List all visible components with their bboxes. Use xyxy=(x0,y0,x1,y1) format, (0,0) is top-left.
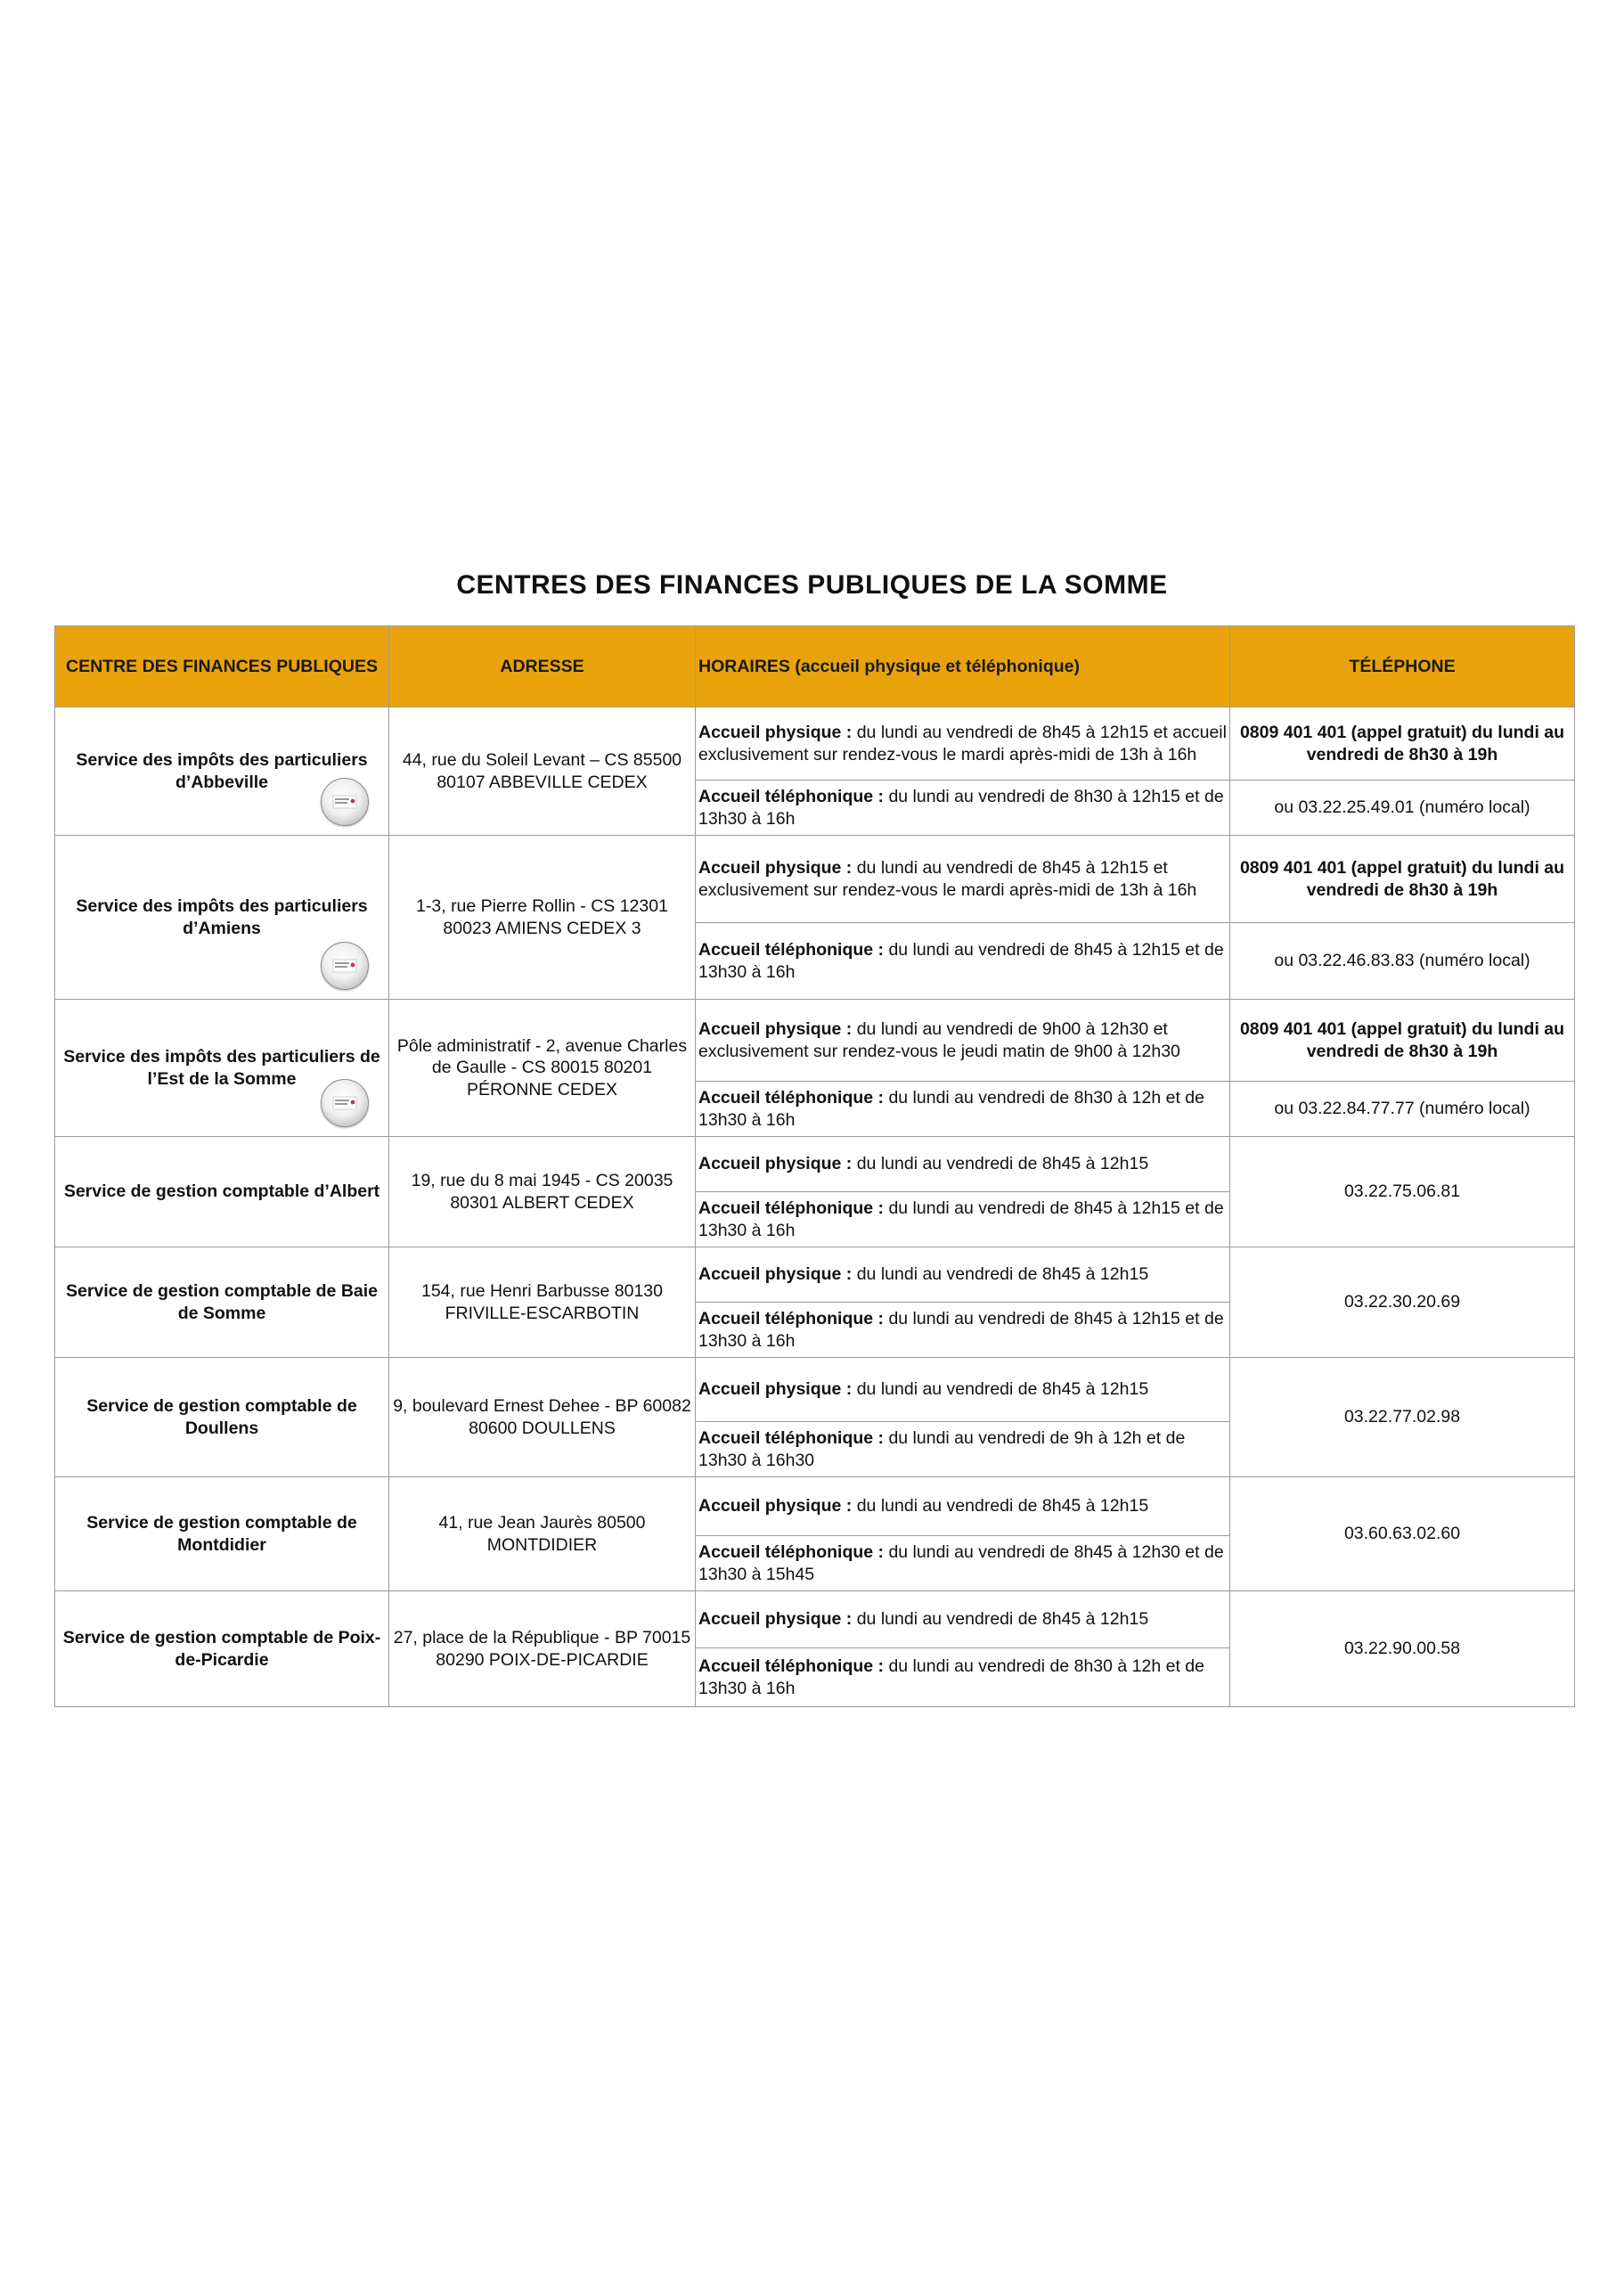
accueil-telephonique xyxy=(696,923,1230,1000)
table-row xyxy=(55,1591,1575,1648)
centre-address: Pôle administratif - 2, avenue Charles de Gaulle - CS 80015 80201 PÉRONNE CEDEX xyxy=(389,1000,696,1137)
telephone-number: 03.22.30.20.69 xyxy=(1230,1247,1575,1358)
centre-name xyxy=(55,836,389,1000)
accueil-telephonique-hours: du lundi au vendredi de 8h45 à 12h15 et de 13h30 à 16h xyxy=(698,1309,1224,1351)
accueil-telephonique-label: Accueil téléphonique : xyxy=(698,1656,885,1677)
accueil-telephonique-hours: du lundi au vendredi de 8h45 à 12h15 et de 13h30 à 16h xyxy=(698,1198,1224,1240)
centre-address: 44, rue du Soleil Levant – CS 85500 80107 ABBEVILLE CEDEX xyxy=(389,707,696,836)
accueil-physique-hours: du lundi au vendredi de 8h45 à 12h15 et accueil exclusivement sur rendez-vous le mardi après-midi de 13h à 16h xyxy=(698,723,1227,764)
accueil-physique-hours: du lundi au vendredi de 8h45 à 12h15 et exclusivement sur rendez-vous le mardi après-midi de 13h à 16h xyxy=(698,858,1197,900)
telephone-free-number: 0809 401 401 (appel gratuit) du lundi au vendredi de 8h30 à 19h xyxy=(1239,858,1565,900)
accueil-telephonique-hours: du lundi au vendredi de 8h30 à 12h et de 13h30 à 16h xyxy=(698,1088,1204,1130)
accueil-telephonique-hours: du lundi au vendredi de 8h45 à 12h15 et de 13h30 à 16h xyxy=(698,940,1224,982)
finances-table xyxy=(54,625,1575,1707)
accueil-telephonique xyxy=(696,1082,1230,1137)
accueil-physique-label: Accueil physique : xyxy=(698,723,853,743)
centre-name: Service de gestion comptable de Montdidier xyxy=(55,1477,389,1591)
centre-name-text: Service des impôts des particuliers de l’Est de la Somme xyxy=(63,1047,380,1089)
accueil-physique xyxy=(696,707,1230,781)
accueil-physique xyxy=(696,836,1230,923)
accueil-physique xyxy=(696,1247,1230,1303)
accueil-telephonique xyxy=(696,1422,1230,1477)
telephone-main xyxy=(1230,707,1575,781)
accueil-physique-label: Accueil physique : xyxy=(698,1019,853,1040)
centre-address: 1-3, rue Pierre Rollin - CS 12301 80023 AMIENS CEDEX 3 xyxy=(389,836,696,1000)
table-row xyxy=(55,1137,1575,1192)
accueil-physique-label: Accueil physique : xyxy=(698,1609,853,1630)
accueil-telephonique-hours: du lundi au vendredi de 8h30 à 12h et de 13h30 à 16h xyxy=(698,1656,1204,1698)
telephone-number: 03.22.77.02.98 xyxy=(1230,1358,1575,1477)
telephone-number: 03.22.75.06.81 xyxy=(1230,1137,1575,1247)
table-row xyxy=(55,1358,1575,1422)
centre-name: Service de gestion comptable de Doullens xyxy=(55,1358,389,1477)
accueil-physique-hours: du lundi au vendredi de 8h45 à 12h15 xyxy=(852,1496,1149,1517)
accueil-physique-label: Accueil physique : xyxy=(698,1379,853,1400)
accueil-telephonique-hours: du lundi au vendredi de 9h à 12h et de 13h30 à 16h30 xyxy=(698,1428,1186,1470)
centre-name-text: Service des impôts des particuliers d’Amiens xyxy=(76,896,368,938)
accueil-telephonique xyxy=(696,1192,1230,1247)
telephone-main xyxy=(1230,1000,1575,1082)
telephone-local: ou 03.22.84.77.77 (numéro local) xyxy=(1230,1082,1575,1137)
telephone-number: 03.22.90.00.58 xyxy=(1230,1591,1575,1707)
accueil-physique-label: Accueil physique : xyxy=(698,1496,853,1517)
table-row xyxy=(55,1247,1575,1303)
accueil-physique xyxy=(696,1358,1230,1422)
accueil-telephonique-label: Accueil téléphonique : xyxy=(698,1309,885,1329)
services-publics-badge-icon xyxy=(321,778,369,826)
accueil-physique-label: Accueil physique : xyxy=(698,1264,853,1285)
accueil-physique-hours: du lundi au vendredi de 8h45 à 12h15 xyxy=(852,1264,1149,1285)
centre-name: Service de gestion comptable de Poix-de-Picardie xyxy=(55,1591,389,1707)
centre-address: 27, place de la République - BP 70015 80290 POIX-DE-PICARDIE xyxy=(389,1591,696,1707)
centre-name-text: Service des impôts des particuliers d’Abbeville xyxy=(76,750,368,792)
accueil-physique-hours: du lundi au vendredi de 8h45 à 12h15 xyxy=(852,1609,1149,1630)
page-title: CENTRES DES FINANCES PUBLIQUES DE LA SOMME xyxy=(456,570,1168,600)
accueil-telephonique-label: Accueil téléphonique : xyxy=(698,1198,885,1219)
table-row xyxy=(55,707,1575,781)
accueil-physique-hours: du lundi au vendredi de 8h45 à 12h15 xyxy=(852,1379,1149,1400)
accueil-telephonique-hours: du lundi au vendredi de 8h45 à 12h30 et de 13h30 à 15h45 xyxy=(698,1542,1224,1584)
accueil-telephonique-label: Accueil téléphonique : xyxy=(698,787,885,807)
centre-name: Service de gestion comptable de Baie de Somme xyxy=(55,1247,389,1358)
accueil-physique xyxy=(696,1000,1230,1082)
centre-address: 9, boulevard Ernest Dehee - BP 60082 80600 DOULLENS xyxy=(389,1358,696,1477)
accueil-telephonique-label: Accueil téléphonique : xyxy=(698,940,885,961)
centre-name: Service de gestion comptable d’Albert xyxy=(55,1137,389,1247)
accueil-telephonique xyxy=(696,781,1230,836)
telephone-local: ou 03.22.25.49.01 (numéro local) xyxy=(1230,781,1575,836)
centre-name xyxy=(55,1000,389,1137)
accueil-physique-label: Accueil physique : xyxy=(698,858,853,879)
telephone-free-number: 0809 401 401 (appel gratuit) du lundi au vendredi de 8h30 à 19h xyxy=(1239,1019,1565,1061)
table-header-row xyxy=(55,626,1575,707)
accueil-telephonique xyxy=(696,1303,1230,1358)
accueil-telephonique xyxy=(696,1648,1230,1707)
telephone-number: 03.60.63.02.60 xyxy=(1230,1477,1575,1591)
accueil-physique xyxy=(696,1591,1230,1648)
accueil-physique-hours: du lundi au vendredi de 9h00 à 12h30 et exclusivement sur rendez-vous le jeudi matin de 9h00 à 12h30 xyxy=(698,1019,1180,1061)
centre-address: 154, rue Henri Barbusse 80130 FRIVILLE-ESCARBOTIN xyxy=(389,1247,696,1358)
accueil-physique xyxy=(696,1137,1230,1192)
header-centre: CENTRE DES FINANCES PUBLIQUES xyxy=(55,626,389,707)
accueil-physique xyxy=(696,1477,1230,1536)
telephone-main xyxy=(1230,836,1575,923)
accueil-telephonique-label: Accueil téléphonique : xyxy=(698,1542,885,1563)
table-row xyxy=(55,1000,1575,1082)
centre-name xyxy=(55,707,389,836)
centre-address: 41, rue Jean Jaurès 80500 MONTDIDIER xyxy=(389,1477,696,1591)
table-row xyxy=(55,836,1575,923)
accueil-telephonique-label: Accueil téléphonique : xyxy=(698,1428,885,1449)
centre-address: 19, rue du 8 mai 1945 - CS 20035 80301 ALBERT CEDEX xyxy=(389,1137,696,1247)
telephone-local: ou 03.22.46.83.83 (numéro local) xyxy=(1230,923,1575,1000)
services-publics-badge-icon xyxy=(321,942,369,990)
accueil-telephonique xyxy=(696,1536,1230,1591)
header-adresse: ADRESSE xyxy=(389,626,696,707)
accueil-telephonique-hours: du lundi au vendredi de 8h30 à 12h15 et de 13h30 à 16h xyxy=(698,787,1224,829)
accueil-physique-hours: du lundi au vendredi de 8h45 à 12h15 xyxy=(852,1154,1149,1174)
header-telephone: TÉLÉPHONE xyxy=(1230,626,1575,707)
accueil-physique-label: Accueil physique : xyxy=(698,1154,853,1174)
accueil-telephonique-label: Accueil téléphonique : xyxy=(698,1088,885,1108)
table-row xyxy=(55,1477,1575,1536)
telephone-free-number: 0809 401 401 (appel gratuit) du lundi au vendredi de 8h30 à 19h xyxy=(1239,723,1565,764)
services-publics-badge-icon xyxy=(321,1079,369,1127)
header-horaires: HORAIRES (accueil physique et téléphonique) xyxy=(696,626,1230,707)
